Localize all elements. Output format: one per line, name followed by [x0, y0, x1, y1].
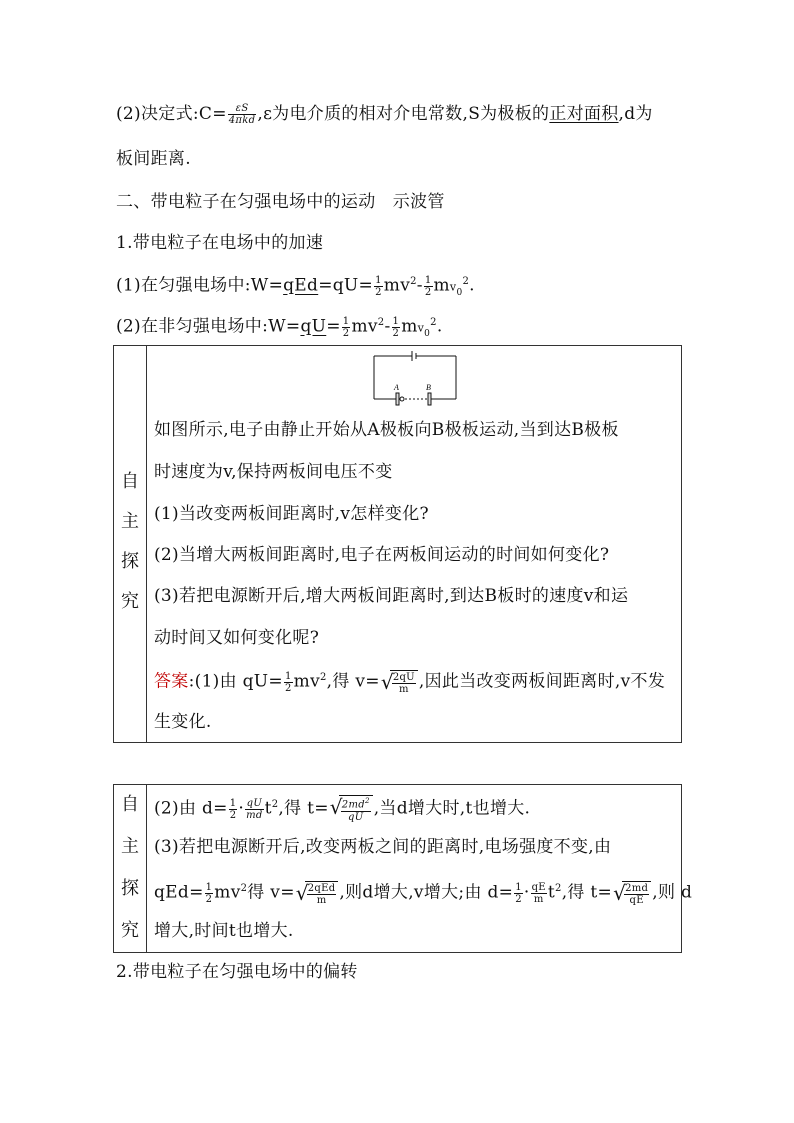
text-line-2: 板间距离. [116, 149, 191, 169]
text: ,得 t= [278, 798, 329, 819]
text: qEd= [154, 882, 204, 903]
fraction-es-4pikd [228, 103, 257, 126]
mv: mv [383, 275, 411, 296]
answer-line-1: 答案:(1)由 qU= $\frac{1}{2}$ $mv^2$,得 v= √ $\frac{2qU}{m}$ ,因此当改变两板间距离时,v不发 [154, 669, 666, 695]
problem-text-1: 如图所示,电子由静止开始从A极板向B极板运动,当到达B极板 [154, 420, 619, 440]
answer-text: :(1)由 qU= [188, 671, 283, 692]
frac-num: εS [228, 103, 257, 115]
frac-den: 2 [284, 682, 292, 694]
answer-mv: mv [293, 671, 320, 692]
side-label-column [114, 785, 147, 952]
frac-den: m [398, 683, 409, 695]
sqrt-2qU-m: √ $\frac{2qU}{m}$ [381, 670, 418, 695]
frac-num: qU [246, 797, 263, 809]
frac-den: 2 [229, 809, 237, 821]
frac-den: qE [629, 894, 644, 906]
half-fraction [229, 798, 238, 821]
label-b: B [426, 383, 431, 392]
section-heading: 二、带电粒子在匀强电场中的运动 示波管 [116, 192, 445, 212]
side-char: 探 [121, 551, 139, 572]
frac-den: qU [348, 811, 364, 823]
problem-text-2: 时速度为v,保持两板间电压不变 [154, 462, 393, 482]
frac-num: 1 [284, 670, 292, 682]
eq2-equals: = [326, 316, 341, 337]
equation-uniform-field: (1)在匀强电场中:W=qEd=qU= $\frac{1}{2}$ $mv^2-$ $\frac{1}{2}$ $mv_0^2$. [116, 274, 475, 299]
frac-num: qE [531, 881, 546, 893]
table2-line-2: (3)若把电源断开后,改变两板之间的距离时,电场强度不变,由 [154, 837, 612, 857]
frac-den: 2 [342, 327, 350, 339]
frac-num: 2md [625, 882, 649, 894]
subheading-deflection: 2.带电粒子在匀强电场中的偏转 [116, 962, 358, 982]
sub-zero: 0 [424, 329, 431, 340]
subheading-acceleration: 1.带电粒子在电场中的加速 [116, 233, 324, 253]
side-char: 探 [121, 878, 139, 899]
frac-den: 2 [375, 286, 382, 298]
frac-den: 2 [205, 893, 213, 905]
fraction-qU-md [245, 798, 263, 821]
v0: v [417, 321, 425, 335]
underlined-term: 正对面积 [549, 104, 619, 124]
dot: · [523, 882, 530, 903]
frac-den: m [533, 893, 544, 905]
question-3a: (3)若把电源断开后,增大两板间距离时,到达B板时的速度v和运 [154, 586, 629, 606]
side-label-column [114, 346, 147, 742]
sqrt-2qEd-m: √ $\frac{\text{2qEd}}{m}$ [296, 881, 339, 906]
question-3b: 动时间又如何变化呢? [154, 628, 320, 648]
capacitance-formula-line [116, 102, 653, 126]
text: ,当d增大时,t也增大. [373, 798, 531, 819]
m: m [401, 316, 418, 337]
circuit-diagram [372, 350, 458, 412]
text: ,得 t= [561, 882, 613, 903]
question-1: (1)当改变两板间距离时,v怎样变化? [154, 504, 429, 524]
answer-text: ,得 v= [326, 671, 380, 692]
frac-num: 1 [342, 315, 350, 327]
table2-line-1: (2)由 d= $\frac{1}{2}$ · $\frac{qU}{md}$ $t^2$,得 t= √ $\frac{2md^2}{qU}$ ,当d增大时,t也增大. [154, 795, 531, 823]
frac-num: 1 [515, 881, 522, 893]
half-fraction-2 [424, 275, 433, 298]
plate-a [396, 393, 399, 405]
side-char: 主 [121, 836, 139, 857]
side-char: 究 [121, 591, 139, 612]
frac-num: 1 [375, 274, 382, 286]
frac-den: m [316, 894, 327, 906]
text: ,则 d [652, 882, 693, 903]
self-study-box-2 [113, 784, 693, 953]
answer-label: 答案 [154, 671, 189, 692]
frac-den: 2 [424, 286, 432, 298]
side-char: 主 [121, 511, 139, 532]
period: . [469, 275, 475, 296]
mv: mv [351, 316, 378, 337]
plate-b [428, 393, 431, 405]
eq2-underlined: qU [300, 316, 327, 337]
half-fraction [514, 882, 523, 905]
self-study-box-1 [113, 345, 682, 743]
mv: mv [214, 882, 241, 903]
frac-num: 1 [424, 274, 432, 286]
frac-num-text: 2md [341, 799, 365, 811]
eq1-prefix: (1)在匀强电场中:W= [116, 275, 284, 296]
frac-num: 2qU [392, 671, 415, 683]
electron [400, 397, 404, 401]
text: ,则d增大,v增大;由 d= [339, 882, 514, 903]
answer-text: ,因此当改变两板间距离时,v不发 [418, 671, 666, 692]
frac-den: 4πkd [228, 115, 256, 126]
frac-den: md [246, 809, 263, 821]
text: 得 v= [247, 882, 295, 903]
sqrt-2md-qE: √ $\frac{2md}{qE}$ [613, 881, 651, 906]
t: t [264, 798, 272, 819]
eq2-prefix: (2)在非匀强电场中:W= [116, 316, 301, 337]
eq1-underlined: qEd [283, 275, 319, 296]
question-2: (2)当增大两板间距离时,电子在两板间运动的时间如何变化? [154, 545, 610, 565]
frac-num: 2qEd [307, 882, 336, 894]
label-a: A [394, 383, 399, 392]
frac-den: 2 [515, 893, 522, 905]
table2-line-3: qEd= $\frac{1}{2}$ $mv^2$得 v= √ $\frac{\text{2qEd}}{m}$ ,则d增大,v增大;由 d= $\frac{1}{2}$ · $\frac{qE}{m}$ $t^2$,得 t= √ $\frac{2md}{qE}$ ,则 d [154, 880, 693, 906]
table2-line-4: 增大,时间t也增大. [154, 921, 294, 941]
half-fraction [374, 275, 383, 298]
equation-nonuniform-field: (2)在非匀强电场中:W=qU= $\frac{1}{2}$ $mv^2-$ $\frac{1}{2}$ $mv_0^2$. [116, 315, 443, 340]
side-char: 究 [121, 920, 139, 941]
text: (2)由 d= [154, 798, 228, 819]
half-fraction-3 [342, 316, 351, 339]
half-fraction-4 [392, 316, 401, 339]
formula-suffix: ,d为 [618, 104, 653, 124]
frac-num: 1 [392, 315, 400, 327]
v0: v [449, 280, 457, 294]
frac-num: 1 [229, 797, 237, 809]
dot: · [238, 798, 245, 819]
formula-middle: ,ε为电介质的相对介电常数,S为极板的 [257, 104, 550, 124]
answer-line-2: 生变化. [154, 712, 212, 732]
formula-prefix: (2)决定式:C= [116, 104, 227, 124]
frac-num: $2md^2$ [341, 797, 370, 811]
m: m [433, 275, 450, 296]
eq1-mid: =qU= [318, 275, 374, 296]
frac-den: 2 [392, 327, 400, 339]
minus: - [384, 316, 391, 337]
frac-num: 1 [205, 881, 213, 893]
period: . [436, 316, 443, 337]
t: t [547, 882, 556, 903]
side-char: 自 [121, 794, 139, 815]
sub-zero: 0 [456, 288, 463, 299]
minus: - [416, 275, 423, 296]
sqrt-2md2-qU: √ $\frac{2md^2}{qU}$ [330, 795, 373, 822]
fraction-qE-m [531, 882, 547, 905]
half-fraction [284, 671, 293, 694]
side-char: 自 [121, 471, 139, 492]
half-fraction [205, 882, 214, 905]
